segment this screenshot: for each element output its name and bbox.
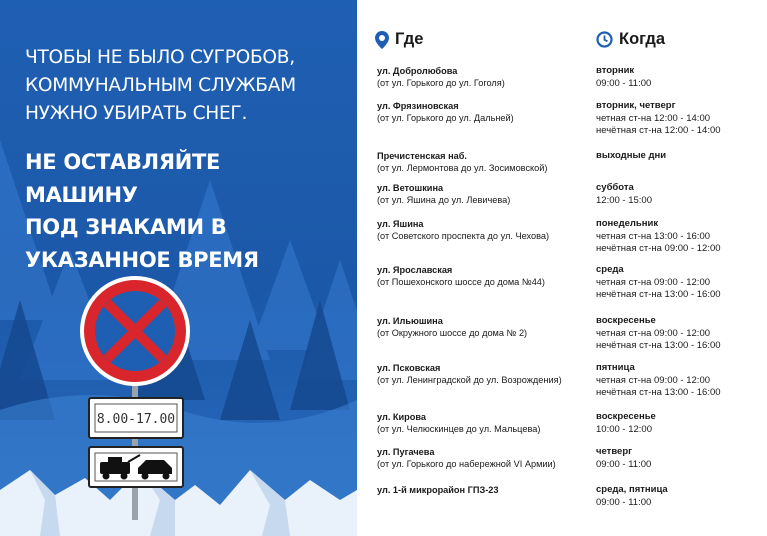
location-pin-icon bbox=[375, 31, 389, 49]
street-name: ул. Яшина bbox=[377, 219, 424, 229]
schedule bbox=[596, 264, 766, 302]
time-range: нечётная ст-на 13:00 - 16:00 bbox=[596, 340, 721, 351]
street-section: (от ул. Горького до ул. Гоголя) bbox=[377, 78, 505, 89]
location bbox=[377, 315, 592, 340]
location bbox=[377, 218, 592, 243]
street-name: ул. Ветошкина bbox=[377, 183, 444, 193]
days: четверг bbox=[596, 446, 633, 457]
schedule bbox=[596, 315, 766, 353]
location bbox=[377, 446, 592, 471]
intro-line: НУЖНО УБИРАТЬ СНЕГ. bbox=[25, 103, 248, 124]
days: суббота bbox=[596, 182, 634, 193]
time-range: 09:00 - 11:00 bbox=[596, 496, 652, 508]
schedule bbox=[596, 182, 766, 207]
street-section: (от Окружного шоссе до дома № 2) bbox=[377, 328, 528, 339]
days: пятница bbox=[596, 362, 635, 373]
location bbox=[377, 100, 592, 125]
days: среда, пятница bbox=[596, 484, 668, 495]
time-range: 10:00 - 12:00 bbox=[596, 423, 652, 435]
when-header-label: Когда bbox=[619, 30, 666, 48]
street-section: (от ул. Лермонтова до ул. Зосимовской) bbox=[377, 163, 548, 174]
intro-text bbox=[25, 44, 355, 128]
street-section: (от ул. Ленинградской до ул. Возрождения) bbox=[377, 375, 562, 386]
street-section: (от Пошехонского шоссе до дома №44) bbox=[377, 277, 545, 288]
time-range: четная ст-на 12:00 - 14:00 bbox=[596, 112, 711, 124]
where-header-label: Где bbox=[395, 30, 424, 48]
time-range: нечётная ст-на 12:00 - 14:00 bbox=[596, 125, 721, 136]
days: воскресенье bbox=[596, 411, 656, 422]
time-range: нечётная ст-на 13:00 - 16:00 bbox=[596, 387, 721, 398]
location bbox=[377, 264, 592, 289]
time-range: четная ст-на 09:00 - 12:00 bbox=[596, 374, 711, 386]
when-header bbox=[596, 30, 665, 49]
days: выходные дни bbox=[596, 150, 667, 161]
street-name: ул. Пугачева bbox=[377, 447, 435, 457]
schedule bbox=[596, 150, 766, 163]
time-range: 12:00 - 15:00 bbox=[596, 194, 652, 206]
location bbox=[377, 150, 592, 175]
left-panel bbox=[0, 0, 357, 536]
time-range: четная ст-на 09:00 - 12:00 bbox=[596, 276, 711, 288]
street-section: (от ул. Горького до набережной VI Армии) bbox=[377, 459, 556, 470]
time-plate-text: 8.00-17.00 bbox=[96, 412, 176, 427]
time-range: 09:00 - 11:00 bbox=[596, 77, 652, 89]
right-panel bbox=[357, 0, 767, 536]
warning-text bbox=[25, 146, 355, 276]
schedule bbox=[596, 362, 766, 400]
street-name: ул. Ярославская bbox=[377, 265, 453, 275]
schedule bbox=[596, 100, 766, 138]
location bbox=[377, 182, 592, 207]
clock-icon bbox=[596, 31, 613, 48]
location bbox=[377, 362, 592, 387]
time-range: четная ст-на 09:00 - 12:00 bbox=[596, 327, 711, 339]
time-range: нечётная ст-на 09:00 - 12:00 bbox=[596, 243, 721, 254]
time-range: 09:00 - 11:00 bbox=[596, 458, 652, 470]
street-section: (от Советского проспекта до ул. Чехова) bbox=[377, 231, 550, 242]
street-section: (от ул. Челюскинцев до ул. Мальцева) bbox=[377, 424, 541, 435]
intro-line: ЧТОБЫ НЕ БЫЛО СУГРОБОВ, bbox=[25, 47, 295, 68]
location bbox=[377, 65, 592, 90]
intro-line: КОММУНАЛЬНЫМ СЛУЖБАМ bbox=[25, 75, 296, 96]
schedule bbox=[596, 446, 766, 471]
schedule bbox=[596, 218, 766, 256]
time-range: четная ст-на 13:00 - 16:00 bbox=[596, 230, 711, 242]
days: воскресенье bbox=[596, 315, 656, 326]
schedule bbox=[596, 411, 766, 436]
days: понедельник bbox=[596, 218, 659, 229]
location bbox=[377, 484, 592, 496]
days: вторник, четверг bbox=[596, 100, 676, 111]
warning-line: УКАЗАННОЕ ВРЕМЯ bbox=[25, 247, 259, 272]
warning-line: МАШИНУ bbox=[25, 182, 138, 207]
street-name: ул. Фрязиновская bbox=[377, 101, 459, 111]
street-name: ул. Кирова bbox=[377, 412, 427, 422]
street-name: ул. Добролюбова bbox=[377, 66, 458, 76]
days: среда bbox=[596, 264, 624, 275]
street-name: ул. Псковская bbox=[377, 363, 441, 373]
street-name: ул. 1-й микрорайон ГПЗ-23 bbox=[377, 485, 499, 495]
location bbox=[377, 411, 592, 436]
days: вторник bbox=[596, 65, 635, 76]
warning-line: ПОД ЗНАКАМИ В bbox=[25, 215, 227, 239]
where-header bbox=[375, 30, 423, 49]
street-name: Пречистенская наб. bbox=[377, 151, 467, 161]
schedule bbox=[596, 484, 766, 509]
street-section: (от ул. Яшина до ул. Левичева) bbox=[377, 195, 511, 206]
schedule bbox=[596, 65, 766, 90]
street-section: (от ул. Горького до ул. Дальней) bbox=[377, 113, 514, 124]
warning-line: НЕ ОСТАВЛЯЙТЕ bbox=[25, 150, 221, 174]
time-range: нечётная ст-на 13:00 - 16:00 bbox=[596, 289, 721, 300]
street-name: ул. Ильюшина bbox=[377, 316, 443, 326]
